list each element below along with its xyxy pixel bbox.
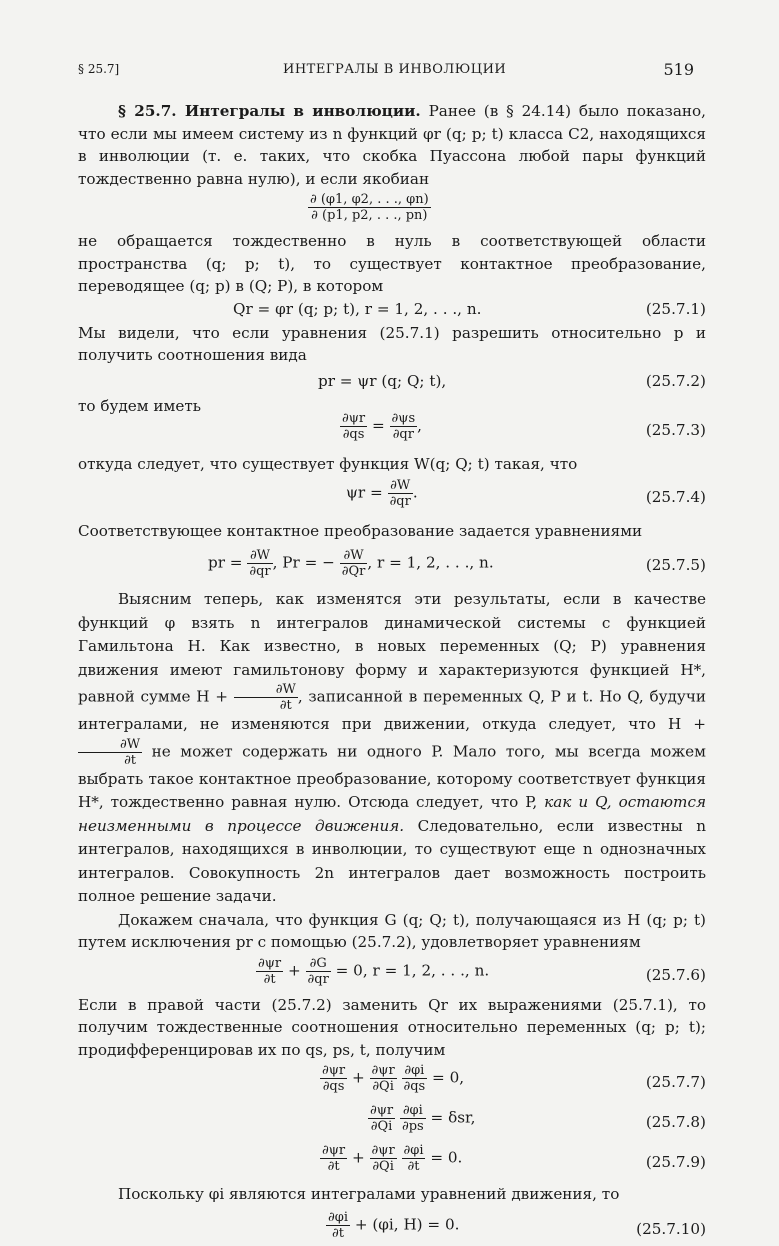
jacobian: $\frac{\partial (\varphi 1, \varphi 2, . . ., \varphi n)}{\partial (p1, p2, . . ., pn)}$ (310, 192, 429, 223)
section-body (78, 100, 706, 1246)
equation-25-7-7: $\frac{\partial\psi r}{\partial qs}$ + $\frac{\partial\psi r}{\partial Qi}$ $\frac{\partial\varphi i}{\partial qs}$ = 0, (25.7.7) (322, 1063, 706, 1094)
paragraph-1: § 25.7. Интегралы в инволюции. Ранее (в § 24.14) было показано, что если мы имеем систему из n функций φr (q; p; t) класса C2, находящихся в инволюции (т. е. таких, что скобка Пуассона любой пары функций тождественно равна нулю), и если якобиан (78, 102, 706, 188)
equation-25-7-8: $\frac{\partial\psi r}{\partial Qi}$ $\frac{\partial\varphi i}{\partial ps}$ = δsr, (25.7.8) (370, 1103, 706, 1134)
paragraph-3: Мы видели, что если уравнения (25.7.1) разрешить относительно p и получить соотношения вида (78, 323, 706, 364)
section-heading: § 25.7. Интегралы в инволюции. (118, 102, 421, 120)
paragraph-10: Поскольку φi являются интегралами уравнений движения, то (118, 1185, 620, 1203)
paragraph-9: Если в правой части (25.7.2) заменить Qr их выражениями (25.7.1), то получим тождественные соотношения относительно переменных (q; p; t); продифференцировав их по qs, ps, t, получим (78, 995, 706, 1059)
paragraph-4: то будем иметь (78, 396, 202, 415)
paragraph-5: откуда следует, что существует функция W(q; Q; t) такая, что (78, 455, 578, 473)
equation-25-7-10: $\frac{\partial\varphi i}{\partial t}$ + (φi, H) = 0. (25.7.10) (328, 1209, 706, 1241)
paragraph-8: Докажем сначала, что функция G (q; Q; t), получающаяся из H (q; p; t) путем исключения pr с помощью (25.7.2), удовлетворяет уравнениям (78, 910, 706, 951)
equation-25-7-3: $\frac{\partial\psi r}{\partial qs}$ = $\frac{\partial\psi s}{\partial qr}$ , (25.7.3) (342, 411, 706, 442)
equation-25-7-4: ψr = $\frac{\partial W}{\partial qr}$ . (25.7.4) (346, 477, 706, 509)
equation-25-7-9: $\frac{\partial\psi r}{\partial t}$ + $\frac{\partial\psi r}{\partial Qi}$ $\frac{\partial\varphi i}{\partial t}$ = 0. (25.7.9) (322, 1143, 706, 1174)
paragraph-2: не обращается тождественно в нуль в соответствующей области пространства (q; p; t), то существует контактное преобразование, переводящее (q; p) в (Q; P), в котором (78, 232, 706, 295)
paragraph-7: Выясним теперь, как изменятся эти результаты, если в качестве функций φ взять n интегралов динамической системы с функцией Гамильтона H. Как известно, в новых переменных (Q; P) уравнения движения имеют гамильтонову форму и характеризуются функцией H*, равной сумме H + $\frac{\partial W}{\partial t}$ , записанной в переменных Q, P и t. Но Q, будучи интегралами, не изменяются при движении, откуда следует, что H + $\frac{\partial W}{\partial t}$ не может содержать ни одного P. Мало того, мы всегда можем выбрать такое контактное преобразование, которому соответствует функция H*, тождественно равная нулю. Отсюда следует, что P, как и Q, остаются неизменными в процессе движения. Следовательно, если известны n интегралов, находящихся в инволюции, то существуют еще n однозначных интегралов. Совокупность 2n интегралов дает возможность построить полное решение задачи. (78, 590, 707, 905)
header-section-ref: § 25.7] (78, 62, 120, 76)
running-title: ИНТЕГРАЛЫ В ИНВОЛЮЦИИ (283, 62, 507, 77)
equation-25-7-5: pr = $\frac{\partial W}{\partial qr}$ , Pr = − $\frac{\partial W}{\partial Qr}$ , r = 1, 2, . . ., n. (25.7.5) (208, 548, 706, 579)
equation-25-7-2: pr = ψr (q; Q; t), (25.7.2) (318, 371, 706, 390)
equation-25-7-6: $\frac{\partial\psi r}{\partial t}$ + $\frac{\partial G}{\partial qr}$ = 0, r = 1, 2, . . ., n. (25.7.6) (258, 955, 706, 987)
paragraph-6: Соответствующее контактное преобразование задается уравнениями (78, 521, 643, 540)
equation-25-7-1: Qr = φr (q; p; t), r = 1, 2, . . ., n. (25.7.1) (233, 299, 706, 318)
page-number: 519 (663, 60, 694, 79)
